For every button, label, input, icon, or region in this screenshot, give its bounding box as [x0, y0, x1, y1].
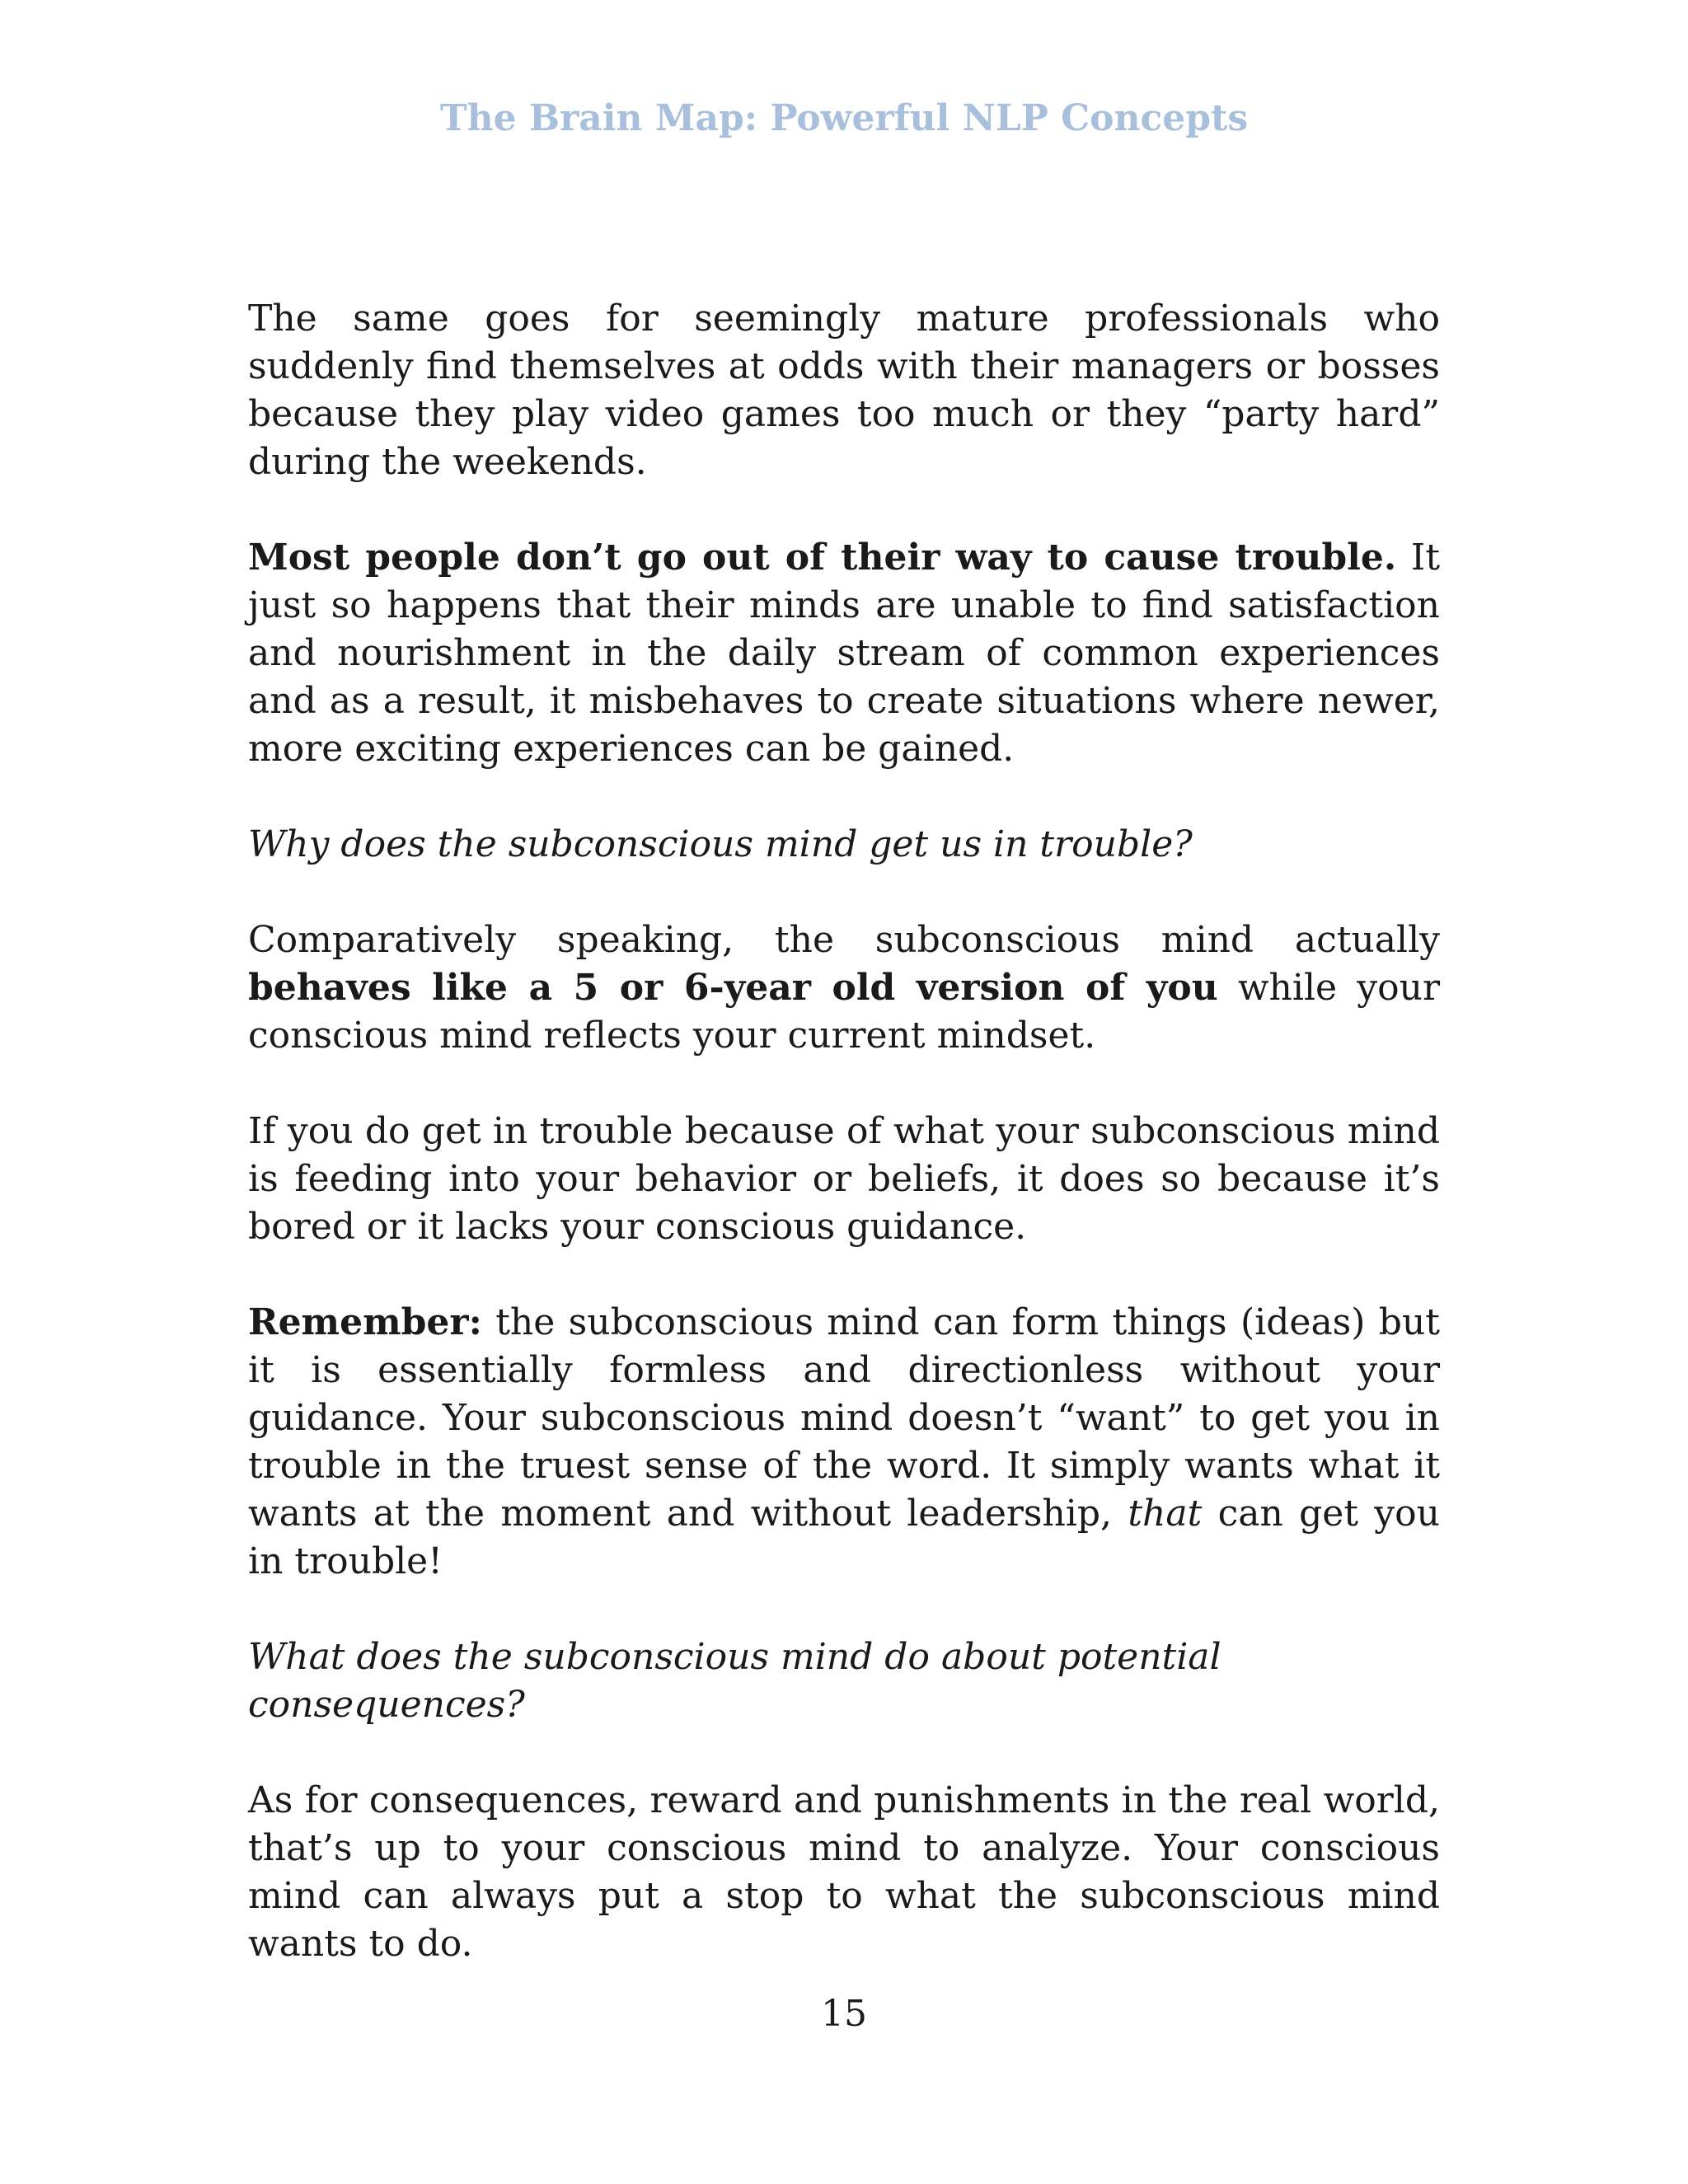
- running-header: The Brain Map: Powerful NLP Concepts: [439, 97, 1249, 139]
- paragraph-most-people: [248, 534, 1440, 773]
- paragraph-text: Comparatively speaking, the subconscious mind actually: [248, 919, 1440, 961]
- paragraph-comparatively: [248, 916, 1440, 1060]
- page-number: 15: [821, 1993, 867, 2035]
- italic-emphasis: that: [1128, 1493, 1203, 1535]
- paragraph-consequences: As for consequences, reward and punishments in the real world, that’s up to your conscious mind to analyze. Your conscious mind can always put a stop to what the subconscious mind wants to do.: [248, 1779, 1440, 1965]
- question-heading-consequences: What does the subconscious mind do about potential consequences?: [248, 1636, 1221, 1726]
- paragraph-text: can get you in trouble!: [248, 1493, 1440, 1582]
- body-text: [248, 295, 1440, 2016]
- paragraph-professionals: The same goes for seemingly mature professionals who suddenly find themselves at odds with their managers or bosses because they play video games too much or they “party hard” during the weekends.: [248, 298, 1440, 483]
- question-heading-trouble: Why does the subconscious mind get us in trouble?: [248, 823, 1193, 865]
- paragraph-text: It just so happens that their minds are unable to find satisfaction and nourishment in the daily stream of common experiences and as a result, it misbehaves to create situations where newer, more exciting experiences can be gained.: [248, 537, 1440, 770]
- paragraph-text: while your conscious mind reflects your current mindset.: [248, 967, 1440, 1057]
- paragraph-remember: [248, 1299, 1440, 1586]
- bold-lead: Remember:: [248, 1301, 482, 1343]
- paragraph-if-you-do: If you do get in trouble because of what your subconscious mind is feeding into your behavior or beliefs, it does so because it’s bored or it lacks your conscious guidance.: [248, 1110, 1440, 1248]
- bold-lead: Most people don’t go out of their way to cause trouble.: [248, 537, 1397, 579]
- paragraph-text: the subconscious mind can form things (ideas) but it is essentially formless and directionless without your guidance. Your subconscious mind doesn’t “want” to get you in trouble in the truest sense of the word. It simply wants what it wants at the moment and without leadership,: [248, 1301, 1440, 1535]
- bold-emphasis: behaves like a 5 or 6-year old version of you: [248, 967, 1218, 1009]
